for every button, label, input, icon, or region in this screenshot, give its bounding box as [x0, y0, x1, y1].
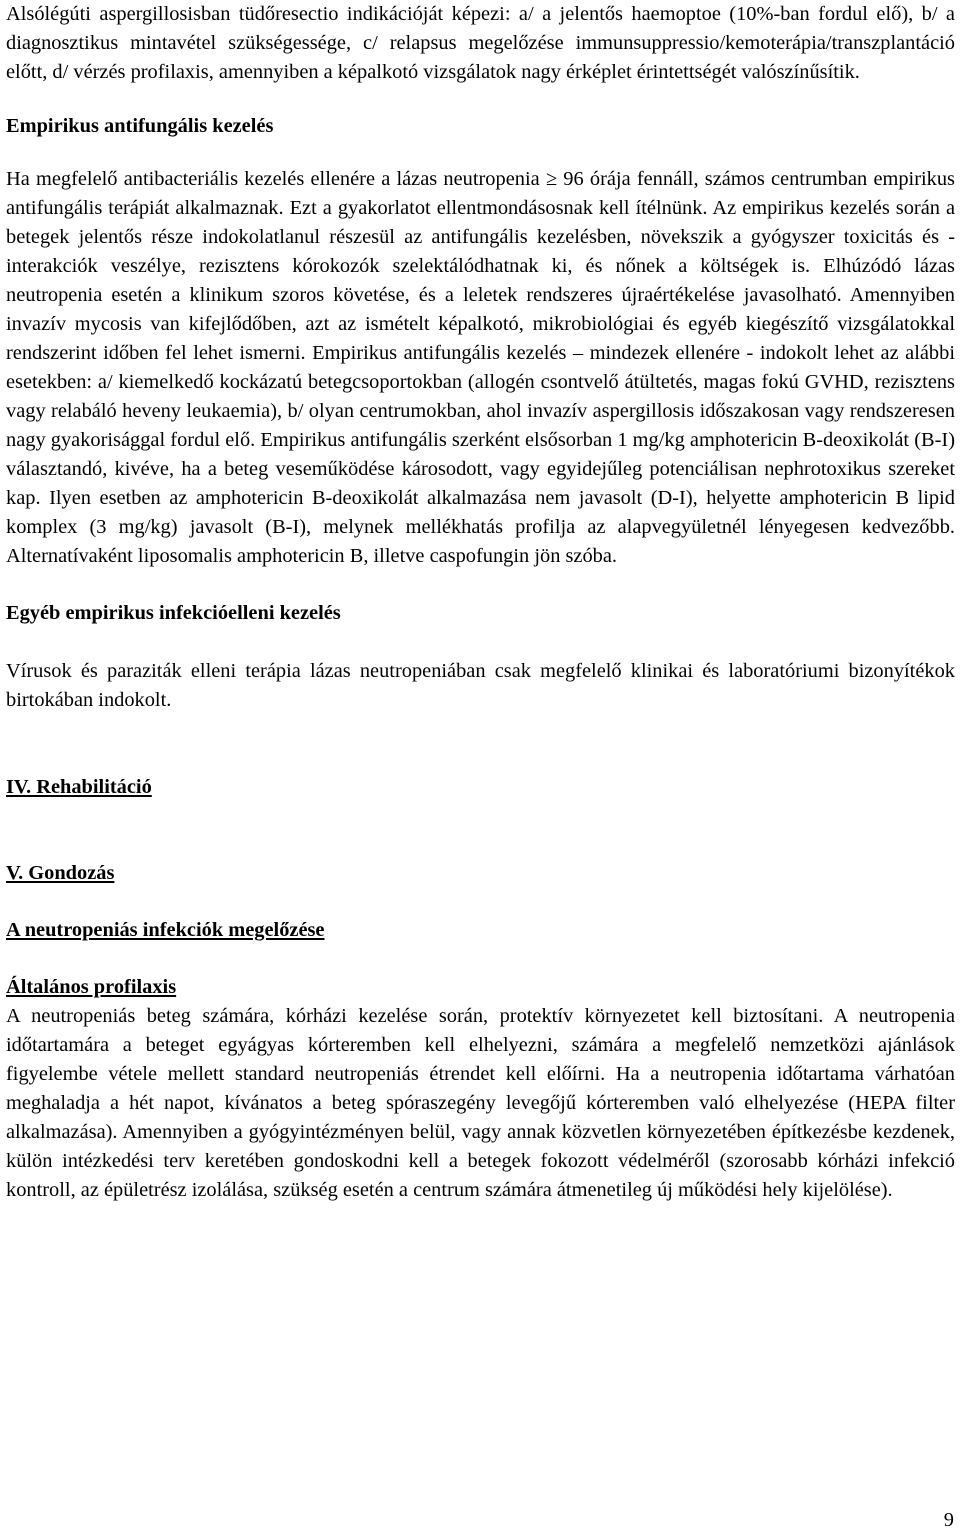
page-number: 9 — [943, 1509, 954, 1531]
empirikus-text-start: Ha megfelelő antibacteriális kezelés ellenére a lázas neutropenia — [6, 168, 546, 190]
heading-rehabilitacio: IV. Rehabilitáció — [6, 776, 152, 798]
heading-empirikus-antifungalis: Empirikus antifungális kezelés — [6, 115, 274, 137]
heading-altalanos-profilaxis: Általános profilaxis — [6, 976, 177, 998]
altalanos-paragraph: A neutropeniás beteg számára, kórházi kezelése során, protektív környezetet kell biztosítani. A neutropenia időtartamára a beteget egyágyas kórteremben kell elhelyezni, számára a megfelelő nemzetközi ajánlások figyelembe vétele mellett standard neutropeniás étrendet kell előírni. Ha a neutropenia időtartama várhatóan meghaladja a hét napot, kívánatos a beteg spóraszegény levegőjű kórteremben való elhelyezése (HEPA filter alkalmazása). Amennyiben a gyógyintézményen belül, vagy annak közvetlen környezetében építkezésbe kezdenek, külön intézkedési terv keretében gondoskodni kell a betegek fokozott védelméről (szorosabb kórházi infekció kontroll, az épületrész izolálása, szükség esetén a centrum számára átmenetileg új működési hely kijelölése). — [6, 1005, 955, 1201]
empirikus-text-rest: 96 órája fennáll, számos centrumban empirikus antifungális terápiát alkalmaznak. Ezt a gyakorlatot ellentmondásosnak kell ítélnünk. Az empirikus kezelés során a betegek jelentős része indokolatlanul részesül az antifungális kezelésben, növekszik a gyógyszer toxicitás és -interakciók veszélye, rezisztens kórokozók szelektálódhatnak ki, és nőnek a költségek is. Elhúzódó lázas neutropenia esetén a klinikum szoros követése, és a leletek rendszeres újraértékelése javasolható. Amennyiben invazív mycosis van kifejlődőben, azt az ismételt képalkotó, mikrobiológiai és egyéb kiegészítő vizsgálatokkal rendszerint időben fel lehet ismerni. Empirikus antifungális kezelés – mindezek ellenére - indokolt lehet az alábbi esetekben: a/ kiemelkedő kockázatú betegcsoportokban (allogén csontvelő átültetés, magas fokú GVHD, rezisztens vagy relabáló heveny leukaemia), b/ olyan centrumokban, ahol invazív aspergillosis időszakosan vagy rendszeresen nagy gyakorisággal fordul elő. Empirikus antifungális szerként elsősorban 1 mg/kg amphotericin B-deoxikolát (B-I) választandó, kivéve, ha a beteg veseműködése károsodott, vagy egyidejűleg potenciálisan nephrotoxikus szereket kap. Ilyen esetben az amphotericin B-deoxikolát alkalmazása nem javasolt (D-I), helyette amphotericin B lipid komplex (3 mg/kg) javasolt (B-I), melynek mellékhatás profilja az alapvegyületnél lényegesen kedvezőbb. Alternatívaként liposomalis amphotericin B, illetve caspofungin jön szóba. — [6, 168, 955, 567]
egyeb-paragraph: Vírusok és paraziták elleni terápia lázas neutropeniában csak megfelelő klinikai és laboratóriumi bizonyítékok birtokában indokolt. — [6, 660, 955, 711]
empirikus-paragraph — [6, 165, 955, 571]
greater-equal-symbol: ≥ — [545, 168, 558, 190]
heading-egyeb-empirikus: Egyéb empirikus infekcióelleni kezelés — [6, 602, 341, 624]
intro-paragraph: Alsólégúti aspergillosisban tüdőresectio indikációját képezi: a/ a jelentős haemoptoe (10%-ban fordul elő), b/ a diagnosztikus mintavétel szükségessége, c/ relapsus megelőzése immunsuppressio/kemoterápia/transzplantáció előtt, d/ vérzés profilaxis, amennyiben a képalkotó vizsgálatok nagy érképlet érintettségét valószínűsítik. — [6, 3, 955, 83]
document-page — [6, 0, 955, 1205]
heading-infekciok-megelozese: A neutropeniás infekciók megelőzése — [6, 919, 325, 941]
heading-gondozas: V. Gondozás — [6, 862, 115, 884]
